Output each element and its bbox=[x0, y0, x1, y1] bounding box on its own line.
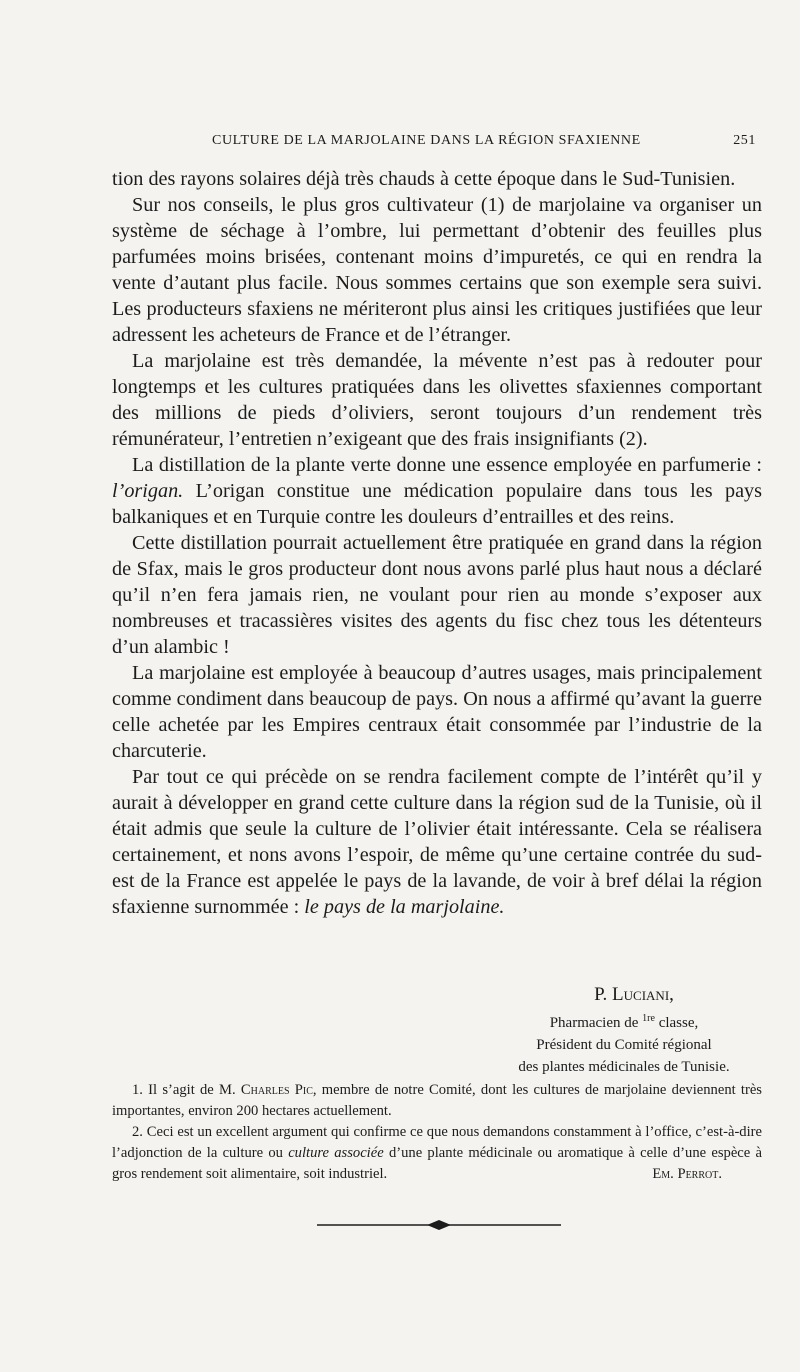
paragraph-7: Par tout ce qui précède on se rendra facilement compte de l’intérêt qu’il y aurait à développer en grand cette culture dans la région sud de la Tunisie, où il était admis que seule la culture de l’olivier était intéressante. Cela se réalisera certainement, et nons avons l’espoir, de même qu’une certaine contrée du sud-est de la France est appelée le pays de la lavande, de voir à bref délai la région sfaxienne surnommée : le pays de la marjolaine. bbox=[112, 766, 762, 918]
footnote-2: 2. Ceci est un excellent argument qui confirme ce que nous demandons constamment à l’office, c’est-à-dire l’adjonction de la culture ou culture associée d’une plante médicinale ou aromatique à celle d’une espèce à gros rendement soit alimentaire, soit industriel. Em. Perrot. bbox=[112, 1122, 762, 1185]
page-number: 251 bbox=[733, 133, 756, 148]
article-body bbox=[112, 166, 762, 920]
running-header bbox=[112, 133, 762, 153]
footnotes bbox=[112, 1080, 762, 1185]
italic-phrase: le pays de la marjolaine. bbox=[304, 896, 505, 918]
author-title-1: Pharmacien de $^{1re}$ classe, bbox=[549, 1013, 699, 1031]
footnote-author: Em. Perrot. bbox=[652, 1166, 722, 1182]
author-title-2: Président du Comité régional bbox=[536, 1037, 712, 1053]
footnote-ref-2[interactable]: (2) bbox=[619, 428, 643, 450]
header-title: CULTURE DE LA MARJOLAINE DANS LA RÉGION SFAXIENNE bbox=[212, 133, 641, 148]
end-ornament-rule bbox=[317, 1218, 561, 1232]
italic-term: l’origan. bbox=[112, 480, 184, 502]
paragraph-3: La marjolaine est très demandée, la mévente n’est pas à redouter pour longtemps et les cultures pratiquées dans les olivettes sfaxiennes comportant des millions de pieds d’oliviers, seront toujours d’un rendement très rémunérateur, l’entretien n’exigeant que des frais insignifiants (2). bbox=[112, 350, 762, 450]
author-name: P. Luciani, bbox=[594, 984, 674, 1005]
paragraph-6: La marjolaine est employée à beaucoup d’autres usages, mais principalement comme condiment dans beaucoup de pays. On nous a affirmé qu’avant la guerre celle achetée par les Empires centraux était consommée par l’industrie de la charcuterie. bbox=[112, 662, 762, 762]
author-title-3: des plantes médicinales de Tunisie. bbox=[518, 1059, 730, 1075]
paragraph-5: Cette distillation pourrait actuellement être pratiquée en grand dans la région de Sfax, mais le gros producteur dont nous avons parlé plus haut nous a déclaré qu’il n’en fera jamais rien, ne voulant pour rien au monde s’exposer aux nombreuses et tracassières visites des agents du fisc chez tous les détenteurs d’un alambic ! bbox=[112, 532, 762, 658]
paragraph-4: La distillation de la plante verte donne une essence employée en parfumerie : l’origan. L’origan constitue une médication populaire dans tous les pays balkaniques et en Turquie contre les douleurs d’entrailles et des reins. bbox=[112, 454, 762, 528]
footnote-1: 1. Il s’agit de M. Charles Pic, membre de notre Comité, dont les cultures de marjolaine deviennent très importantes, environ 200 hectares actuellement. bbox=[112, 1082, 762, 1119]
footnote-ref-1[interactable]: (1) bbox=[480, 194, 505, 216]
paragraph-2: Sur nos conseils, le plus gros cultivateur (1) de marjolaine va organiser un système de séchage à l’ombre, lui permettant d’obtenir des feuilles plus parfumées moins brisées, contenant moins d’impuretés, ce qui en rendra la vente d’autant plus facile. Nous sommes certains que son exemple sera suivi. Les producteurs sfaxiens ne mériteront plus ainsi les critiques justifiées que leur adressent les acheteurs de France et de l’étranger. bbox=[112, 194, 762, 346]
signature-block bbox=[486, 982, 762, 1078]
paragraph-1: tion des rayons solaires déjà très chauds à cette époque dans le Sud-Tunisien. bbox=[112, 168, 736, 190]
